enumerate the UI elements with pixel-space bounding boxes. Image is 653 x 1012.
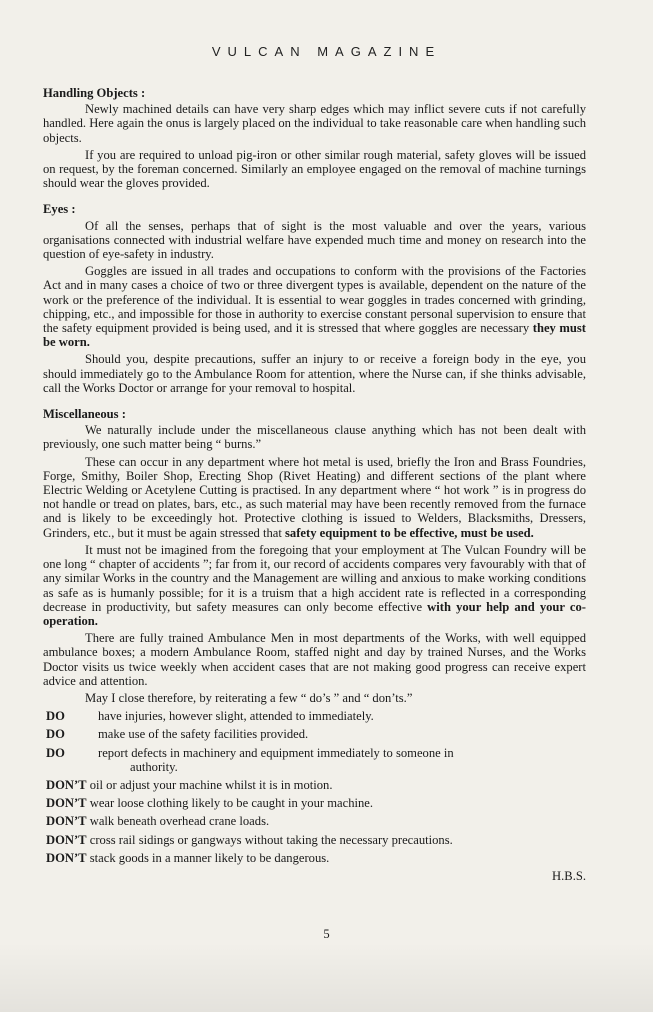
dont-text: oil or adjust your machine whilst it is in motion.	[86, 777, 333, 792]
dont-keyword: DON’T	[46, 814, 87, 829]
paragraph: There are fully trained Ambulance Men in most departments of the Works, with well equipped ambulance boxes; a modern Ambulance Room, staffed night and day by trained Nurses, and the Works Doctor visits us twice weekly when accident cases that are not making good progress can receive expert advice and attention.	[43, 631, 586, 688]
page-shadow	[0, 942, 653, 1012]
dont-text: wear loose clothing likely to be caught in your machine.	[86, 796, 374, 811]
do-keyword: DO	[46, 745, 65, 760]
paragraph: If you are required to unload pig-iron or other similar rough material, safety gloves will be issued on request, by the foreman concerned. Similarly an employee engaged on the removal of machine turnings should wear the gloves provided.	[43, 147, 586, 191]
dont-keyword: DON’T	[46, 796, 87, 811]
section-heading-handling-objects: Handling Objects :	[43, 86, 146, 100]
paragraph: Newly machined details can have very sharp edges which may inflict severe cuts if not carefully handled. Here again the onus is largely placed on the individual to take reasonable care when handling such objects.	[43, 102, 586, 145]
dont-text: walk beneath overhead crane loads.	[86, 814, 270, 829]
paragraph	[43, 264, 586, 349]
paragraph	[43, 455, 586, 540]
paragraph-text: Goggles are issued in all trades and occupations to conform with the provisions of the Factories Act and in many cases a choice of two or three divergent types is available, dependent on the nature of the work or the preference of the individual. It is essential to wear goggles in trades concerned with grinding, chipping, etc., and impossible for those in authority to exercise constant personal supervision to ensure that the safety equipment provided is being used, and it is stressed that where goggles are necessary	[43, 264, 586, 336]
do-item	[43, 709, 586, 723]
do-keyword: DO	[46, 727, 65, 742]
do-text: make use of the safety facilities provided.	[98, 727, 309, 742]
paragraph-text: It must not be imagined from the foregoing that your employment at The Vulcan Foundry will be one long “ chapter of accidents ”; far from it, our record of accidents compares very favourably with that of any similar Works in the country and the Management are willing and anxious to make working conditions as safe as is humanly possible; for it is a truism that a high accident rate is reflected in a corresponding decrease in productivity, but safety measures can only become effective	[43, 542, 586, 614]
dont-text: stack goods in a manner likely to be dangerous.	[86, 850, 330, 865]
paragraph	[43, 543, 586, 628]
section-heading-eyes: Eyes :	[43, 202, 76, 217]
do-item	[43, 746, 586, 774]
page-number: 5	[323, 927, 330, 941]
dont-item	[43, 814, 586, 828]
author-signature: H.B.S.	[552, 868, 586, 883]
paragraph: Should you, despite precautions, suffer an injury to or receive a foreign body in the eye, you should immediately go to the Ambulance Room for attention, where the Nurse can, if she thinks advisable, call the Works Doctor or arrange for your removal to hospital.	[43, 352, 586, 395]
closing-line: May I close therefore, by reiterating a few “ do’s ” and “ don’ts.”	[85, 690, 413, 705]
dont-item	[43, 778, 586, 792]
dont-text: cross rail sidings or gangways without taking the necessary precautions.	[86, 832, 453, 847]
dont-item	[43, 851, 586, 865]
do-keyword: DO	[46, 709, 65, 724]
paragraph-text: These can occur in any department where hot metal is used, briefly the Iron and Brass Foundries, Forge, Smithy, Boiler Shop, Erecting Shop (Rivet Heating) and different sections of the plant where Electric Welding or Acetylene Cutting is practised. In any department where “ hot work ” is in progress do not handle or tread on plates, bars, etc., as such material may have been recently removed from the furnace and is likely to be exceedingly hot. Protective clothing is issued to Welders, Blacksmiths, Dressers, Grinders, etc., but it must be again stressed that	[43, 454, 586, 540]
emphasis-text: they must be worn.	[43, 321, 586, 350]
article-body	[43, 86, 586, 883]
dont-keyword: DON’T	[46, 850, 87, 865]
page-header: VULCAN MAGAZINE	[211, 44, 442, 59]
paragraph: Of all the senses, perhaps that of sight is the most valuable and over the years, various organisations connected with industrial welfare have expended much time and money on research into the question of eye-safety in industry.	[43, 218, 586, 262]
dont-item	[43, 833, 586, 847]
do-text: have injuries, however slight, attended to immediately.	[98, 709, 374, 724]
dont-keyword: DON’T	[46, 832, 87, 847]
do-text: report defects in machinery and equipment immediately to someone in	[98, 745, 454, 760]
section-heading-miscellaneous: Miscellaneous :	[43, 407, 126, 422]
paragraph: We naturally include under the miscellaneous clause anything which has not been dealt with previously, one such matter being “ burns.”	[43, 423, 586, 452]
emphasis-text: safety equipment to be effective, must be used.	[285, 525, 534, 540]
do-text-block	[98, 746, 586, 774]
do-text-continuation: authority.	[130, 759, 178, 774]
do-item	[43, 727, 586, 741]
dont-item	[43, 796, 586, 810]
emphasis-text: with your help and your co-operation.	[43, 599, 587, 628]
dont-keyword: DON’T	[46, 777, 87, 792]
